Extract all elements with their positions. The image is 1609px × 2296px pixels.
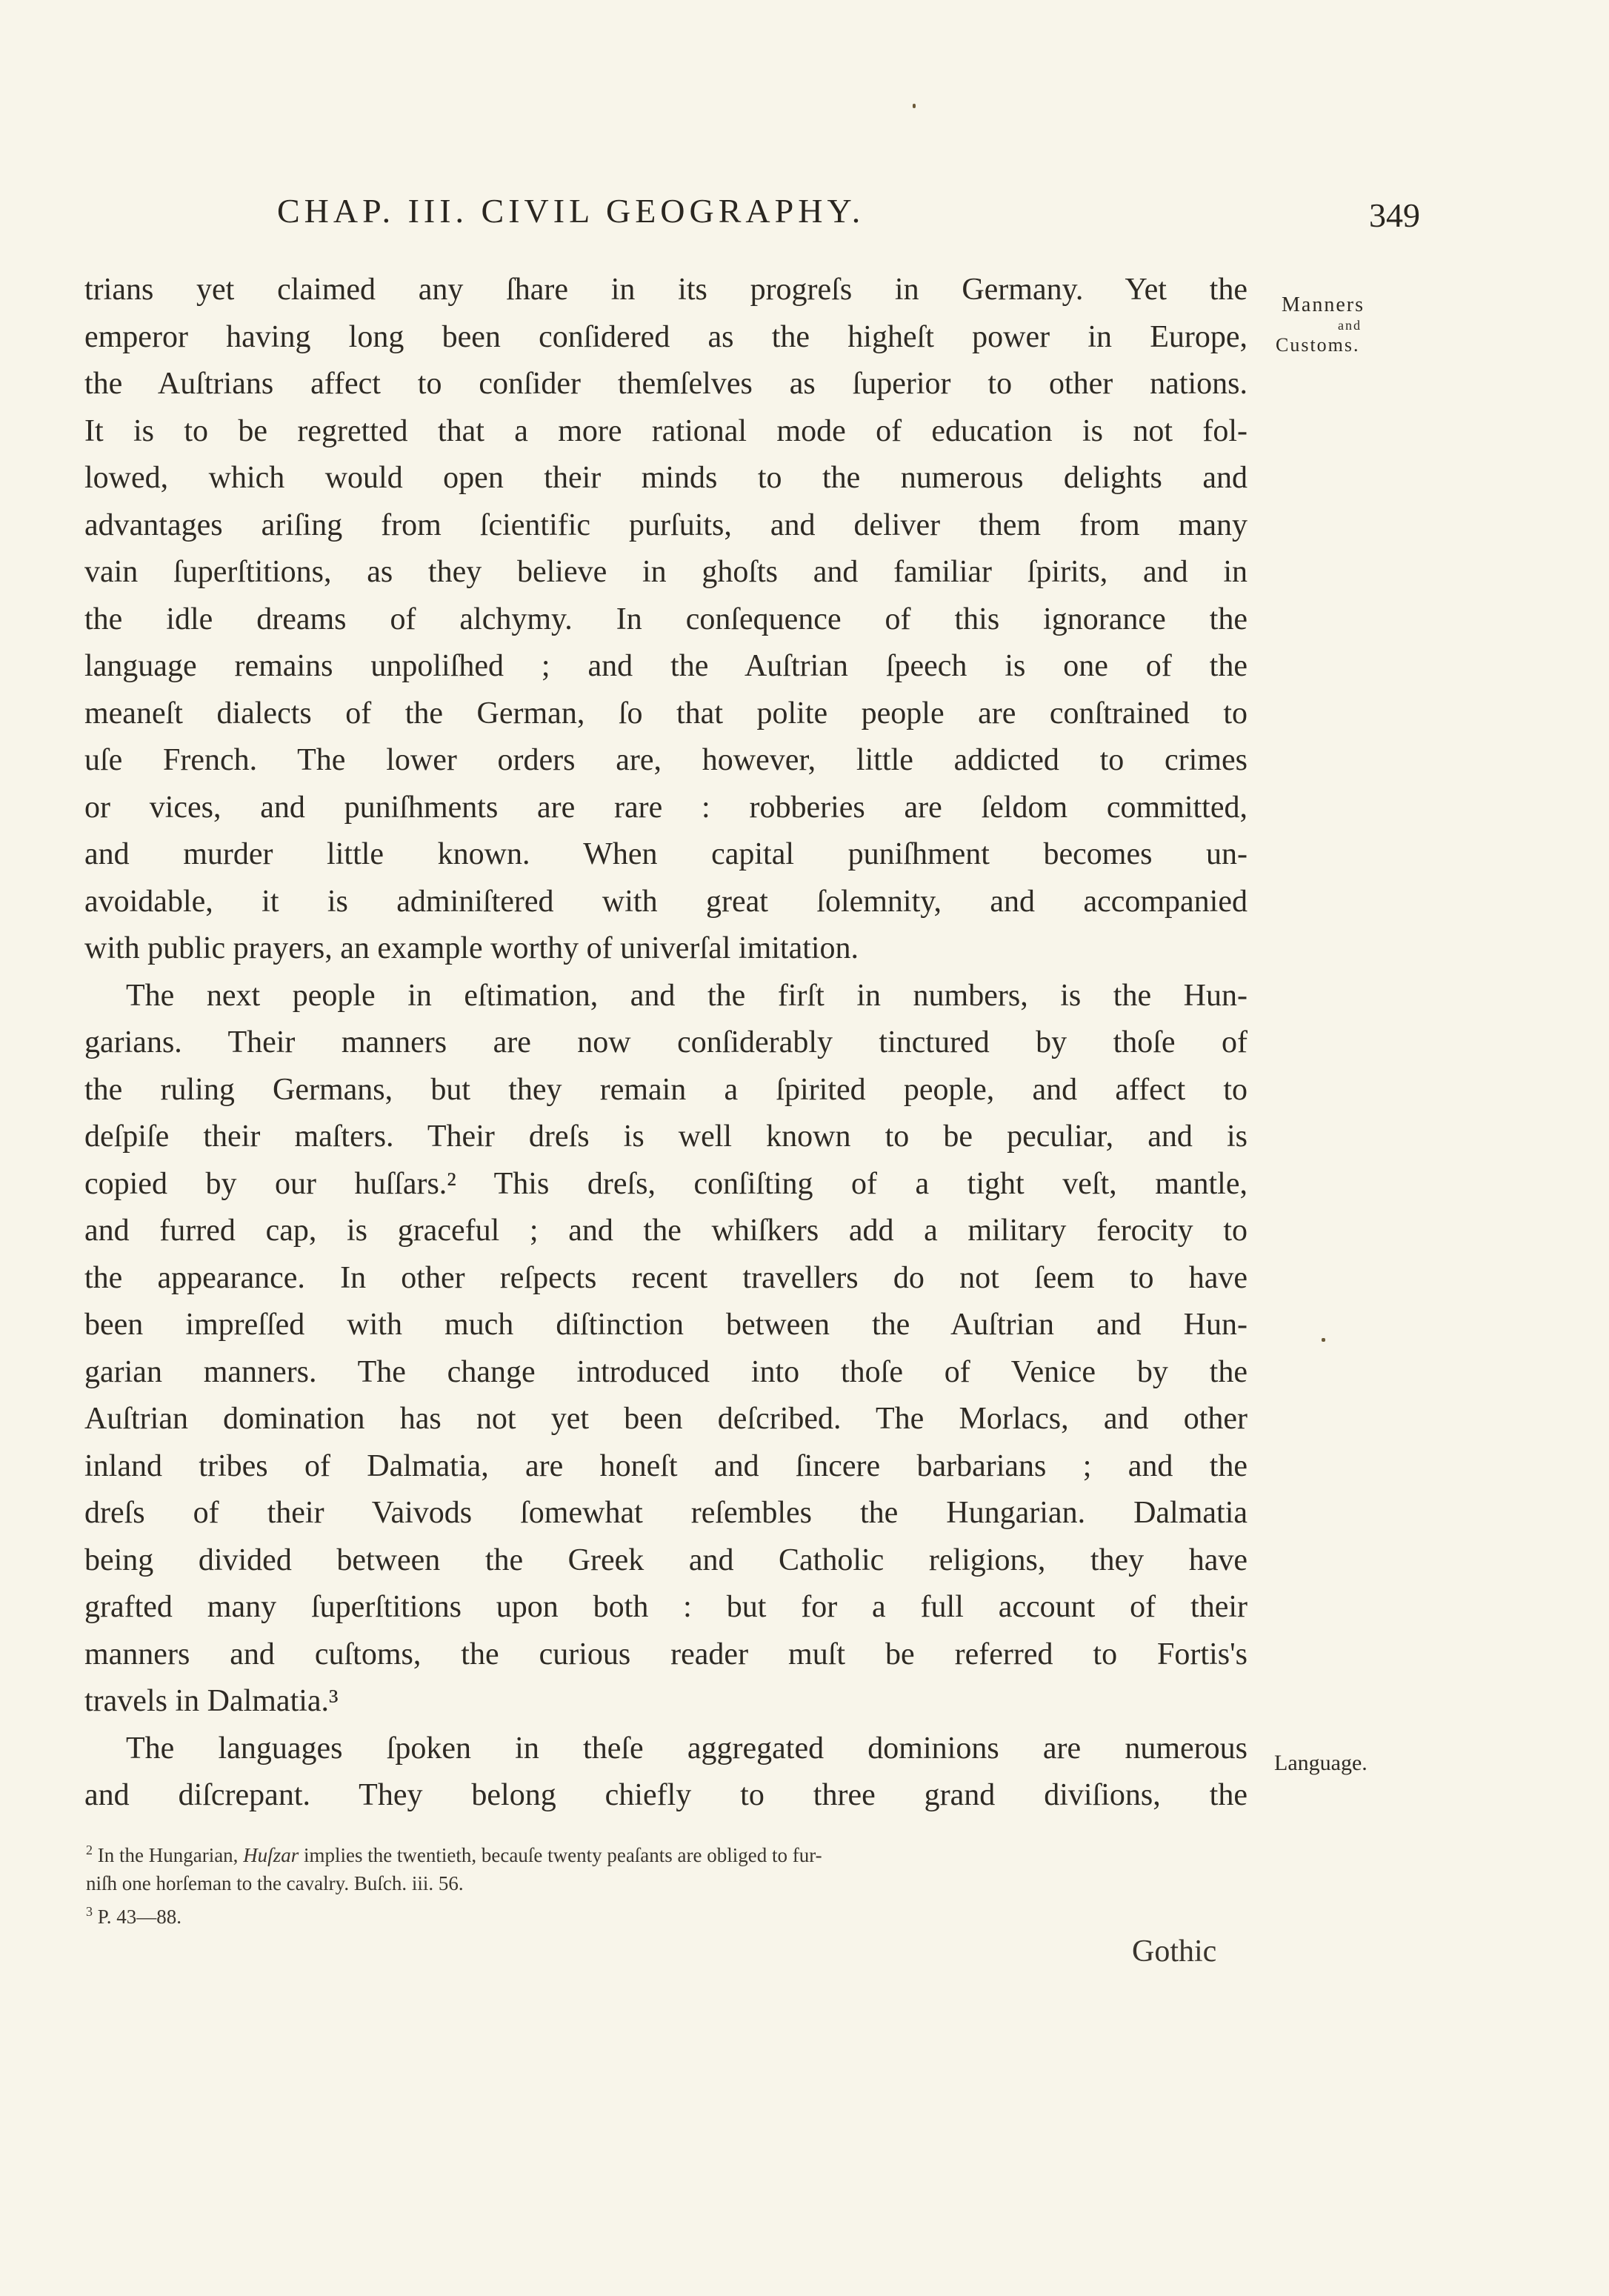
footnote-marker: 2 xyxy=(86,1843,93,1857)
text-line: the Auſtrians affect to conſider themſelves as ſuperior to other nations. xyxy=(84,367,1247,401)
text-line: or vices, and puniſhments are rare : robberies are ſeldom committed, xyxy=(84,790,1247,825)
paper-speck xyxy=(1322,1338,1325,1342)
running-head: CHAP. III. CIVIL GEOGRAPHY. xyxy=(277,192,865,230)
text-line: Auſtrian domination has not yet been deſcribed. The Morlacs, and other xyxy=(84,1402,1247,1436)
page-number: 349 xyxy=(1369,196,1420,234)
text-line: the idle dreams of alchymy. In conſequence of this ignorance the xyxy=(84,602,1247,636)
footnote-text: In the Hungarian, xyxy=(97,1844,244,1866)
text-line: language remains unpoliſhed ; and the Auſtrian ſpeech is one of the xyxy=(84,649,1247,683)
text-line: being divided between the Greek and Catholic religions, they have xyxy=(84,1543,1247,1577)
body-text xyxy=(84,267,1247,1820)
page-header xyxy=(74,191,1452,243)
margin-note-line: and xyxy=(1338,317,1362,333)
margin-note-line: Manners xyxy=(1282,293,1365,316)
text-line: meaneſt dialects of the German, ſo that polite people are conſtrained to xyxy=(84,696,1247,731)
footnote-text: P. 43—88. xyxy=(97,1906,182,1928)
text-line: garian manners. The change introduced into thoſe of Venice by the xyxy=(84,1354,1247,1389)
margin-note-line: Customs. xyxy=(1276,334,1360,356)
text-line: The languages ſpoken in theſe aggregated dominions are numerous xyxy=(126,1731,1247,1766)
text-line: copied by our huſſars.² This dreſs, conſiſting of a tight veſt, mantle, xyxy=(84,1166,1247,1201)
text-line: deſpiſe their maſters. Their dreſs is well known to be peculiar, and is xyxy=(84,1119,1247,1154)
text-line: travels in Dalmatia.³ xyxy=(84,1684,339,1718)
text-line: the appearance. In other reſpects recent travellers do not ſeem to have xyxy=(84,1260,1247,1295)
footnote-italic-word: Huſzar xyxy=(243,1844,299,1866)
text-line: manners and cuſtoms, the curious reader muſt be referred to Fortis's xyxy=(84,1637,1247,1671)
text-line: advantages ariſing from ſcientific purſuits, and deliver them from many xyxy=(84,508,1247,542)
footnotes xyxy=(86,1836,1249,1931)
catchword: Gothic xyxy=(1132,1934,1217,1969)
text-line: It is to be regretted that a more rational mode of education is not fol- xyxy=(84,413,1247,448)
text-line: and diſcrepant. They belong chiefly to three grand diviſions, the xyxy=(84,1778,1247,1812)
text-line: with public prayers, an example worthy of univerſal imitation. xyxy=(84,931,859,965)
paper-speck xyxy=(913,104,916,108)
text-line: grafted many ſuperſtitions upon both : but for a full account of their xyxy=(84,1590,1247,1624)
text-line: been impreſſed with much diſtinction between the Auſtrian and Hun- xyxy=(84,1308,1247,1342)
footnote-3 xyxy=(86,1897,1249,1931)
footnote-marker: 3 xyxy=(86,1904,93,1919)
text-line: and furred cap, is graceful ; and the whiſkers add a military ferocity to xyxy=(84,1214,1247,1248)
text-line: trians yet claimed any ſhare in its progreſs in Germany. Yet the xyxy=(84,273,1247,307)
text-line: avoidable, it is adminiſtered with great ſolemnity, and accompanied xyxy=(84,884,1247,919)
text-line: and murder little known. When capital puniſhment becomes un- xyxy=(84,837,1247,871)
text-line: lowed, which would open their minds to the numerous delights and xyxy=(84,461,1247,495)
text-line: the ruling Germans, but they remain a ſpirited people, and affect to xyxy=(84,1072,1247,1107)
text-line: garians. Their manners are now conſiderably tinctured by thoſe of xyxy=(84,1025,1247,1059)
footnote-2-continuation: niſh one horſeman to the cavalry. Buſch. iii. 56. xyxy=(86,1872,464,1894)
footnote-2 xyxy=(86,1836,1249,1869)
text-line: emperor having long been conſidered as the higheſt power in Europe, xyxy=(84,319,1247,354)
text-line: vain ſuperſtitions, as they believe in ghoſts and familiar ſpirits, and in xyxy=(84,555,1247,589)
text-line: inland tribes of Dalmatia, are honeſt and ſincere barbarians ; and the xyxy=(84,1448,1247,1483)
footnote-text: implies the twentieth, becauſe twenty peaſants are obliged to fur- xyxy=(299,1844,822,1866)
margin-note-language: Language. xyxy=(1274,1751,1368,1775)
text-line: dreſs of their Vaivods ſomewhat reſembles the Hungarian. Dalmatia xyxy=(84,1496,1247,1530)
margin-note-manners-and-customs xyxy=(1276,293,1424,356)
text-line: The next people in eſtimation, and the firſt in numbers, is the Hun- xyxy=(126,978,1247,1013)
text-line: uſe French. The lower orders are, however, little addicted to crimes xyxy=(84,743,1247,777)
